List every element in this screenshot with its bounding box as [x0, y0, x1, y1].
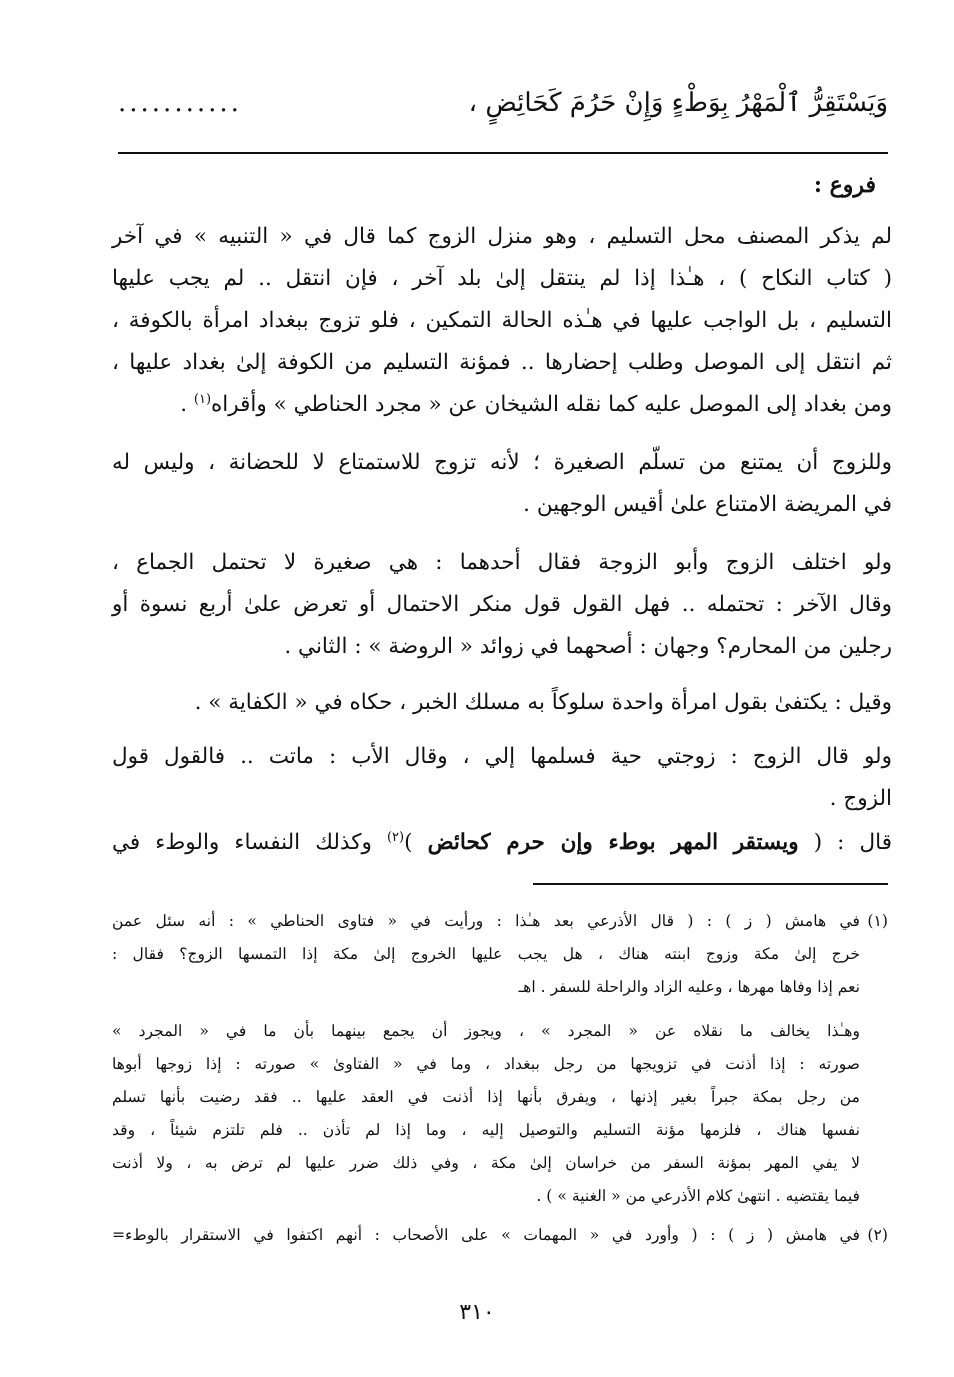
footnote-line: من رجل بمكة جبراً بغير إذنها ، ويفرق بأنها إذا أذنت في العقد عليها .. فقد رضيت بأنها تسلم [112, 1088, 860, 1106]
footnote-number: (٢) [867, 1226, 888, 1244]
header-title: وَيَسْتَقِرُّ ٱلْمَهْرُ بِوَطْءٍ وَإِنْ حَرُمَ كَحَائِضٍ ، [468, 88, 888, 118]
main-line: لم يذكر المصنف محل التسليم ، وهو منزل الزوج كما قال في « التنبيه » في آخر [112, 224, 892, 249]
footnote-line: في هامش ( ز ) : ( وأورد في « المهمات » على الأصحاب : أنهم اكتفوا في الاستقرار بالوطء= [112, 1226, 860, 1244]
main-line-text: ومن بغداد إلى الموصل عليه كما نقله الشيخان عن « مجرد الحناطي » وأقراه [211, 392, 892, 418]
main-line: ولو اختلف الزوج وأبو الزوجة فقال أحدهما : هي صغيرة لا تحتمل الجماع ، [112, 550, 892, 575]
line-end-period: . [180, 392, 194, 418]
main-line: وللزوج أن يمتنع من تسلّم الصغيرة ؛ لأنه تزوج للاستمتاع لا للحضانة ، وليس له [112, 450, 892, 475]
quote-open: قال : ( [813, 830, 892, 856]
main-line: رجلين من المحارم؟ وجهان : أصحهما في زوائد « الروضة » : الثاني . [284, 634, 892, 659]
main-line [112, 830, 892, 855]
footnote-ref: (١) [193, 392, 212, 407]
matn-quote: ويستقر المهر بوطء وإن حرم كحائض [427, 830, 799, 856]
header-rule [118, 152, 888, 154]
section-heading: فروع : [813, 172, 876, 198]
main-line: ( كتاب النكاح ) ، هـٰذا إذا لم ينتقل إلىٰ بلد آخر ، فإن انتقل .. لم يجب عليها [112, 266, 892, 291]
footnote-line: صورته : إذا أذنت في تزويجها من رجل ببغداد ، وما في « الفتاوىٰ » صورته : إذا زوجها أبوها [112, 1055, 860, 1073]
main-line [112, 392, 892, 417]
main-line: ثم انتقل إلى الموصل وطلب إحضارها .. فمؤنة التسليم من الكوفة إلىٰ بغداد عليها ، [112, 350, 892, 375]
footnote-line: وهـٰذا يخالف ما نقلاه عن « المجرد » ، ويجوز أن يجمع بينهما بأن ما في « المجرد » [112, 1022, 860, 1040]
footnote-rule [533, 883, 888, 885]
quote-close: ) [404, 830, 413, 856]
footnote-line: خرج إلىٰ مكة وزوج ابنته هناك ، هل يجب عليها الخروج إلىٰ مكة إذا التمسها الزوج؟ فقال : [112, 945, 860, 963]
main-line: التسليم ، بل الواجب عليها في هـٰذه الحالة التمكين ، فلو تزوج ببغداد امرأة بالكوفة ، [112, 308, 892, 333]
page-number: ٣١٠ [459, 1300, 495, 1325]
main-line: الزوج . [829, 786, 892, 811]
running-header [118, 78, 888, 128]
footnote-ref: (٢) [386, 830, 405, 845]
main-line: ولو قال الزوج : زوجتي حية فسلمها إلي ، وقال الأب : ماتت .. فالقول قول [112, 744, 892, 769]
footnote-line: في هامش ( ز ) : ( قال الأذرعي بعد هـٰذا : ورأيت في « فتاوى الحناطي » : أنه سئل عمن [112, 912, 860, 930]
footnote-line: نفسها هناك ، فلزمها مؤنة التسليم والتوصيل إليه ، وما إذا لم تأذن .. فلم تلتزم شيئاً ، وقد [112, 1121, 860, 1139]
main-line: وقيل : يكتفىٰ بقول امرأة واحدة سلوكاً به مسلك الخبر ، حكاه في « الكفاية » . [194, 690, 892, 715]
main-line: في المريضة الامتناع علىٰ أقيس الوجهين . [523, 492, 892, 517]
header-dots: ........... [118, 88, 242, 118]
footnote-line: نعم إذا وفاها مهرها ، وعليه الزاد والراحلة للسفر . اهـ [518, 978, 860, 996]
footnote-number: (١) [867, 912, 888, 930]
main-line-text: وكذلك النفساء والوطء في [112, 830, 372, 856]
footnote-line: لا يفي المهر بمؤنة السفر من خراسان إلىٰ مكة ، وفي ذلك ضرر عليها لم ترض به ، ولا أذنت [112, 1154, 860, 1172]
main-line: وقال الآخر : تحتمله .. فهل القول قول منكر الاحتمال أو تعرض علىٰ أربع نسوة أو [112, 592, 892, 617]
footnote-line: فيما يقتضيه . انتهىٰ كلام الأذرعي من « الغنية » ) . [536, 1187, 860, 1205]
